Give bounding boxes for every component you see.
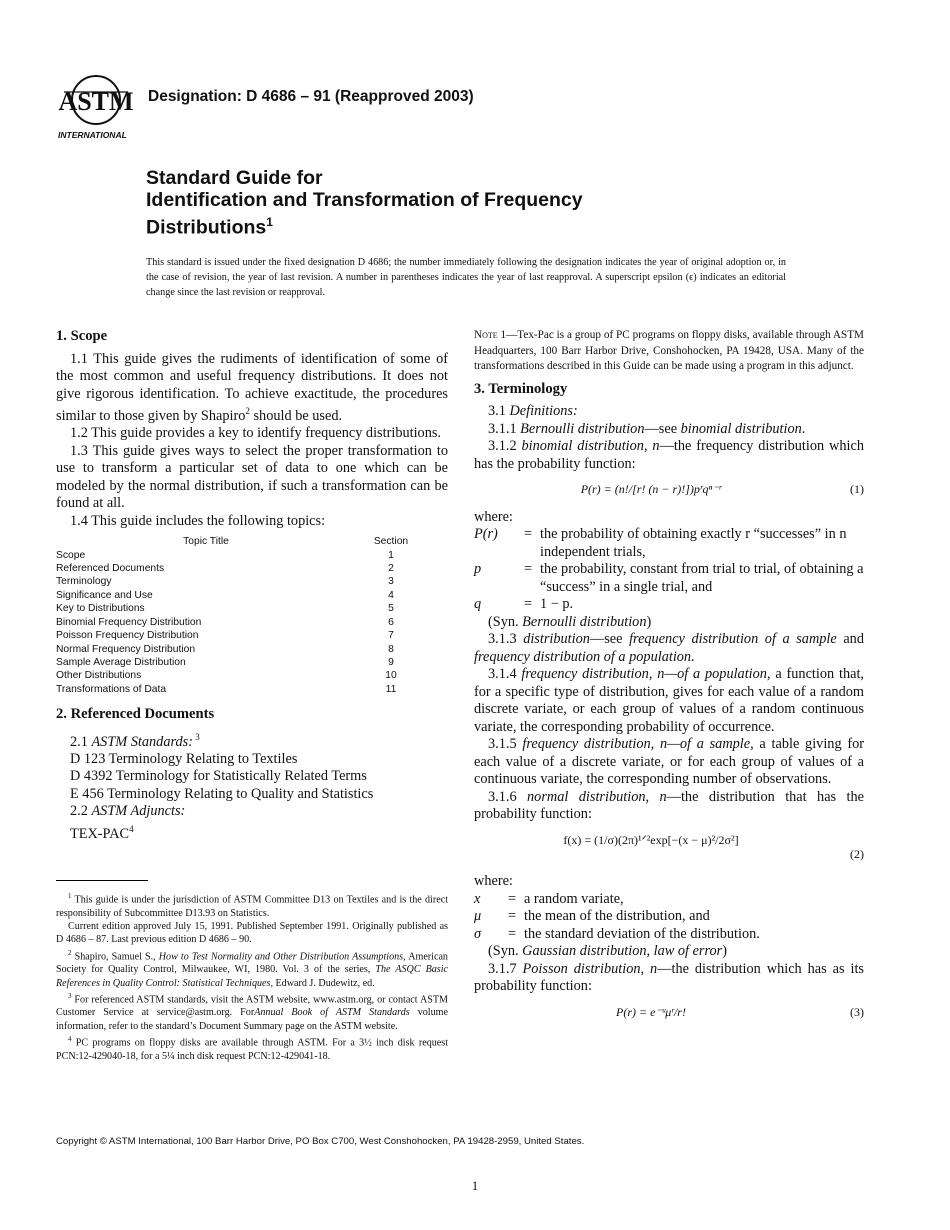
- scope-1-3: 1.3 This guide gives ways to select the proper transformation to use to transform a particular set of data to one which can be modeled by the normal distribution, if such a transformation can be found at all.: [56, 442, 448, 512]
- topic-row: Significance and Use 4: [56, 589, 394, 601]
- copyright: Copyright © ASTM International, 100 Barr Harbor Drive, PO Box C700, West Conshohocken, PA 19428-2959, United States.: [56, 1136, 585, 1147]
- left-column: [56, 328, 448, 843]
- equation-2: f(x) = (1/σ)(2π)¹ᐟ²exp[−(x − μ)²/2σ²] (2): [563, 832, 864, 861]
- term-3-1-1: 3.1.1 Bernoulli distribution—see binomial distribution.: [488, 420, 806, 437]
- term-3-1-6: 3.1.6 normal distribution, n—the distribution that has the probability function:: [474, 788, 864, 822]
- variable-definition: p = the probability, constant from trial to trial, of obtaining a “success” in a single trial, and: [474, 561, 864, 595]
- variable-definition: x = a random variate,: [474, 890, 624, 907]
- doc-item: E 456 Terminology Relating to Quality and Statistics: [70, 785, 374, 802]
- topic-row: Scope 1: [56, 549, 394, 561]
- page-number: 1: [471, 1178, 479, 1193]
- ref-2-2: 2.2 ASTM Adjuncts:: [70, 803, 186, 820]
- logo-international: INTERNATIONAL: [58, 130, 127, 140]
- variable-definition: σ = the standard deviation of the distribution.: [474, 925, 760, 942]
- title-line-2: Identification and Transformation of Frequency: [146, 189, 583, 211]
- doc-item: D 4392 Terminology for Statistically Related Terms: [70, 768, 367, 785]
- footnote-1b: Current edition approved July 15, 1991. Published September 1991. Originally published as D 4686 – 87. Last previous edition D 4686 – 90.: [56, 920, 448, 946]
- footnote-1: $^1$ This guide is under the jurisdiction of ASTM Committee D13 on Textiles and is the direct responsibility of Subcommittee D13.93 on Statistics.: [56, 892, 448, 919]
- topic-row: Sample Average Distribution 9: [56, 656, 394, 668]
- topic-row: Binomial Frequency Distribution 6: [56, 616, 394, 628]
- topic-row: Referenced Documents 2: [56, 563, 394, 575]
- footnote-2: $^2$ Shapiro, Samuel S., How to Test Normality and Other Distribution Assumptions, American Society for Quality Control, Milwaukee, WI, 1980. Vol. 3 of the series, The ASQC Basic References in Quality Control: Statistical Techniques, Edward J. Dudewitz, ed.: [56, 948, 448, 989]
- term-3-1-5: 3.1.5 frequency distribution, n—of a sample, a table giving for each value of a discrete variate, or for each group of values of a continuous variate, the corresponding number of observations.: [474, 736, 865, 787]
- topic-row: Normal Frequency Distribution 8: [56, 643, 394, 655]
- vars-2: [474, 891, 864, 944]
- ref-2-1: 2.1 ASTM Standards: $^3$: [70, 731, 200, 750]
- referenced-heading: 2. Referenced Documents: [56, 706, 215, 723]
- scope-heading: 1. Scope: [56, 328, 108, 344]
- adjunct-item: TEX-PAC$^4$: [70, 823, 134, 842]
- right-column: [474, 328, 864, 1031]
- variable-definition: q = 1 − p.: [474, 596, 574, 612]
- equation-1: P(r) = (n!/[r! (n − r)!])pʳqⁿ⁻ʳ (1): [580, 482, 864, 496]
- topic-row: Transformations of Data 11: [56, 683, 397, 695]
- title-footnote-mark: 1: [266, 215, 273, 229]
- where-1: where:: [474, 508, 513, 525]
- syn-2: (Syn. Gaussian distribution, law of error): [488, 943, 728, 959]
- topics-header: Topic Title Section: [183, 536, 409, 548]
- doc-item: D 123 Terminology Relating to Textiles: [70, 750, 298, 767]
- term-3-1-7: 3.1.7 Poisson distribution, n—the distribution which has as its probability function:: [474, 960, 864, 994]
- vars-1: [474, 526, 864, 614]
- scope-1-1: 1.1 This guide gives the rudiments of identification of some of the most common and useful frequency distributions. It does not give rigorous identification. To achieve exactitude, the procedures similar to those given by Shapiro$^2$ should be used.: [56, 350, 448, 424]
- title-line-1: Standard Guide for: [146, 167, 323, 189]
- footnote-rule: [56, 880, 148, 881]
- astm-logo: [56, 70, 138, 142]
- term-3-1-4: 3.1.4 frequency distribution, n—of a population, a function that, for a specific type of distribution, gives for each value of a random discrete variate, or each group of values of a random continuous variate, the corresponding probability of occurrence.: [474, 666, 865, 735]
- variable-definition: P(r) = the probability of obtaining exactly r “successes” in n independent trials,: [474, 526, 847, 560]
- term-3-1-2: 3.1.2 binomial distribution, n—the frequency distribution which has the probability function:: [474, 438, 864, 472]
- topic-row: Poisson Frequency Distribution 7: [56, 630, 394, 642]
- footnote-4: $^4$ PC programs on floppy disks are available through ASTM. For a 3½ inch disk request PCN:12-429040-18, for a 5¼ inch disk request PCN:12-429041-18.: [56, 1035, 448, 1062]
- syn-1: (Syn. Bernoulli distribution): [488, 613, 652, 630]
- equation-3: P(r) = e⁻ᵘμʳ/r! (3): [616, 1004, 864, 1019]
- issuance-notice: This standard is issued under the fixed designation D 4686; the number immediately following the designation indicates the year of original adoption or, in the case of revision, the year of last revision. A number in parentheses indicates the year of last reapproval. A superscript epsilon (ϵ) indicates an editorial change since the last revision or reapproval.: [146, 257, 786, 298]
- scope-1-4: 1.4 This guide includes the following topics:: [70, 512, 326, 529]
- topic-row: Key to Distributions 5: [56, 603, 394, 615]
- title-line-3: [146, 211, 583, 239]
- variable-definition: μ = the mean of the distribution, and: [474, 908, 710, 924]
- svg-text:ASTM: ASTM: [58, 87, 134, 116]
- topic-row: Other Distributions 10: [56, 670, 397, 682]
- note-1: Note 1—Tex-Pac is a group of PC programs on floppy disks, available through ASTM Headquarters, 100 Barr Harbor Drive, Conshohocken, PA 19428, USA. Many of the transformations described in this Guide can be made using a program in this adjunct.: [474, 329, 864, 372]
- title-line-3-text: Distributions: [146, 216, 267, 239]
- topic-row: Terminology 3: [56, 576, 394, 588]
- document-title: [146, 167, 583, 239]
- footnotes: [56, 890, 448, 1063]
- terminology-heading: 3. Terminology: [474, 380, 568, 397]
- scope-1-2: 1.2 This guide provides a key to identify frequency distributions.: [70, 425, 441, 442]
- footnote-3: $^3$ For referenced ASTM standards, visit the ASTM website, www.astm.org, or contact ASTM Customer Service at service@astm.org. ForAnnual Book of ASTM Standards volume information, refer to the standard’s Document Summary page on the ASTM website.: [56, 991, 448, 1032]
- designation: Designation: D 4686 – 91 (Reapproved 2003): [148, 88, 474, 105]
- referenced-docs-list: [70, 751, 448, 804]
- term-3-1: 3.1 Definitions:: [488, 403, 578, 419]
- topics-table: [56, 535, 426, 696]
- term-3-1-3: 3.1.3 distribution—see frequency distribution of a sample and frequency distribution of a population.: [474, 631, 864, 665]
- where-2: where:: [474, 873, 513, 889]
